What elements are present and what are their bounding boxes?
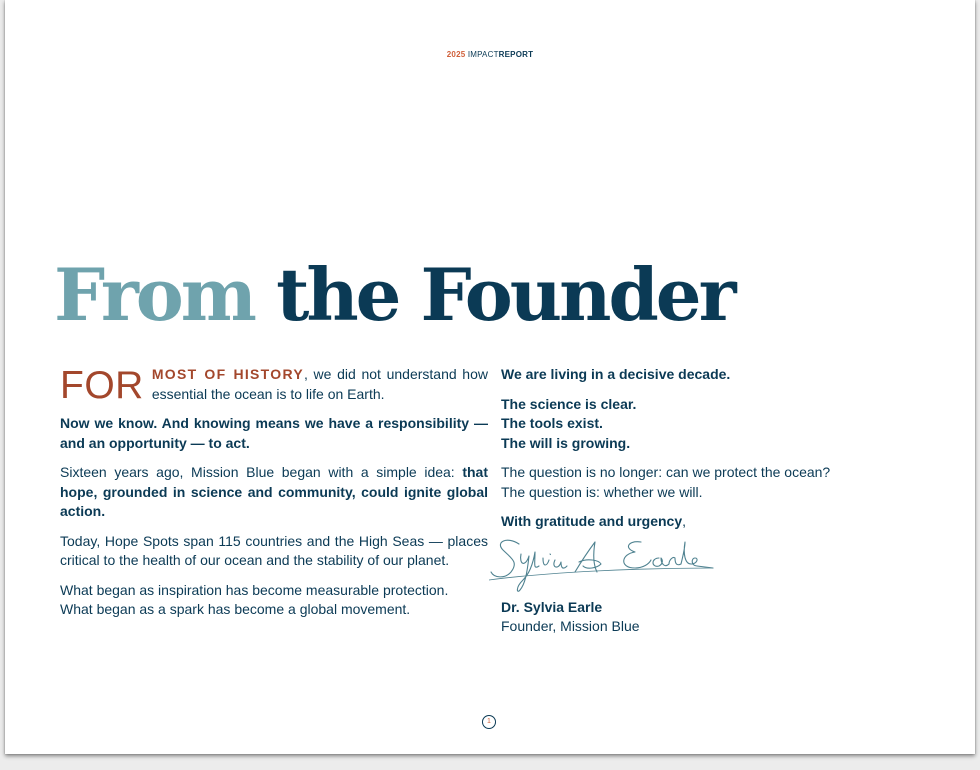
header-report: REPORT (498, 50, 534, 59)
running-header (5, 50, 975, 59)
intro-text: , we did not understand how essential the ocean is to life on Earth. (151, 366, 488, 402)
paragraph-sixteen-years: Sixteen years ago, Mission Blue began with a simple idea: that hope, grounded in science and community, could ignite global action. (60, 464, 488, 519)
drop-cap: FOR (60, 364, 144, 407)
report-page (5, 0, 975, 754)
title-the-founder: the Founder (276, 252, 734, 337)
paragraph-intro (60, 364, 488, 407)
paragraph-the-question: The question is no longer: can we protect the ocean? The question is: whether we will. (501, 464, 831, 500)
paragraph-hope-spots: Today, Hope Spots span 115 countries and the High Seas — places critical to the health of our ocean and the stability of our planet. (60, 532, 488, 568)
paragraph-science-clear: The science is clear. The tools exist. The will is growing. (501, 395, 637, 451)
signature-image (489, 534, 714, 596)
header-year: 2025 (446, 50, 466, 59)
paragraph-what-began: What began as inspiration has become measurable protection. What began as a spark has become a global movement. (60, 581, 449, 617)
closing-line: With gratitude and urgency, (501, 513, 686, 529)
signatory-title: Founder, Mission Blue (501, 618, 640, 634)
page-number: 1 (482, 715, 496, 729)
lead-in-caps: MOST OF HISTORY (151, 366, 304, 382)
paragraph-decisive-decade: We are living in a decisive decade. (501, 366, 731, 382)
letter-left-column (60, 365, 488, 630)
letter-right-column (501, 365, 861, 637)
title-from: From (54, 252, 254, 337)
paragraph-now-we-know: Now we know. And knowing means we have a responsibility — and an opportunity — to act. (60, 415, 488, 451)
signatory-name: Dr. Sylvia Earle (501, 598, 603, 615)
header-impact: IMPACT (467, 50, 499, 59)
page-title (54, 250, 734, 340)
highlight-text: that hope, grounded in science and community, could ignite global action. (60, 464, 488, 519)
